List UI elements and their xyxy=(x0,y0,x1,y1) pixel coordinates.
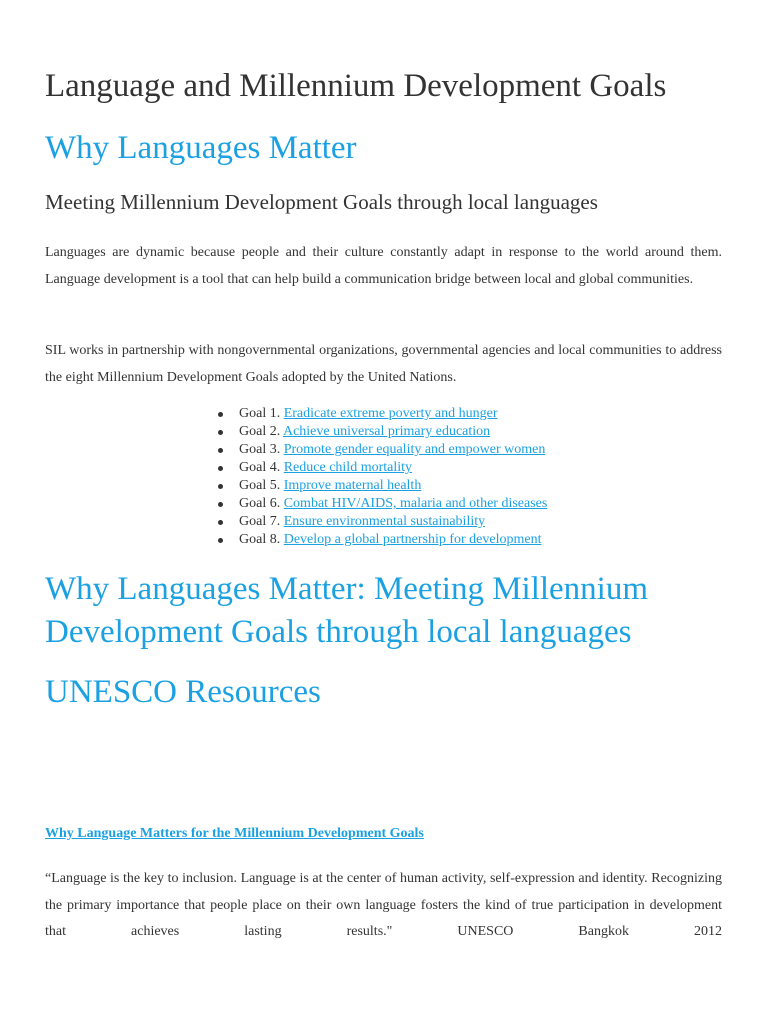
goal-7-link[interactable]: Ensure environmental sustainability xyxy=(283,514,486,529)
goal-prefix: Goal 1. xyxy=(239,406,281,421)
list-item xyxy=(214,495,547,513)
full-heading: Why Languages Matter: Meeting Millennium Development Goals through local languages xyxy=(45,571,649,650)
goal-3-link[interactable]: Promote gender equality and empower women xyxy=(283,442,546,457)
goal-prefix: Goal 3. xyxy=(239,442,281,457)
goal-prefix: Goal 8. xyxy=(239,532,281,547)
goal-6-link[interactable]: Combat HIV/AIDS, malaria and other diseases xyxy=(283,496,548,511)
list-item xyxy=(214,423,547,441)
goal-2-link[interactable]: Achieve universal primary education xyxy=(282,424,491,439)
report-link[interactable]: Why Language Matters for the Millennium Development Goals xyxy=(45,826,424,841)
bullet-icon xyxy=(218,412,223,417)
goal-prefix: Goal 7. xyxy=(239,514,281,529)
list-item xyxy=(214,405,547,423)
bullet-icon xyxy=(218,484,223,489)
list-item xyxy=(214,513,547,531)
section-heading: Why Languages Matter xyxy=(45,130,357,166)
goal-1-link[interactable]: Eradicate extreme poverty and hunger xyxy=(283,406,498,421)
bullet-icon xyxy=(218,502,223,507)
goals-list xyxy=(214,405,547,549)
bullet-icon xyxy=(218,448,223,453)
subheading: Meeting Millennium Development Goals through local languages xyxy=(45,190,598,214)
intro-paragraph: Languages are dynamic because people and their culture constantly adapt in response to the world around them. Language development is a tool that can help build a communication bridge between local and global communities. xyxy=(45,245,722,287)
goal-prefix: Goal 4. xyxy=(239,460,281,475)
goal-4-link[interactable]: Reduce child mortality xyxy=(283,460,413,475)
list-item xyxy=(214,459,547,477)
bullet-icon xyxy=(218,538,223,543)
quote-paragraph: “Language is the key to inclusion. Language is at the center of human activity, self-expression and identity. Recognizing the primary importance that people place on their own language fosters the kind of true participation in development that achieves lasting results." UNESCO Bangkok 2012 xyxy=(45,871,722,939)
document-title: Language and Millennium Development Goals xyxy=(45,68,667,104)
goal-prefix: Goal 6. xyxy=(239,496,281,511)
list-item xyxy=(214,441,547,459)
partnership-paragraph: SIL works in partnership with nongovernmental organizations, governmental agencies and local communities to address the eight Millennium Development Goals adopted by the United Nations. xyxy=(45,343,722,385)
goal-5-link[interactable]: Improve maternal health xyxy=(283,478,422,493)
bullet-icon xyxy=(218,466,223,471)
list-item xyxy=(214,531,547,549)
goal-prefix: Goal 5. xyxy=(239,478,281,493)
goal-8-link[interactable]: Develop a global partnership for development xyxy=(283,532,542,547)
bullet-icon xyxy=(218,520,223,525)
list-item xyxy=(214,477,547,495)
resources-heading: UNESCO Resources xyxy=(45,674,321,710)
bullet-icon xyxy=(218,430,223,435)
goal-prefix: Goal 2. xyxy=(239,424,281,439)
